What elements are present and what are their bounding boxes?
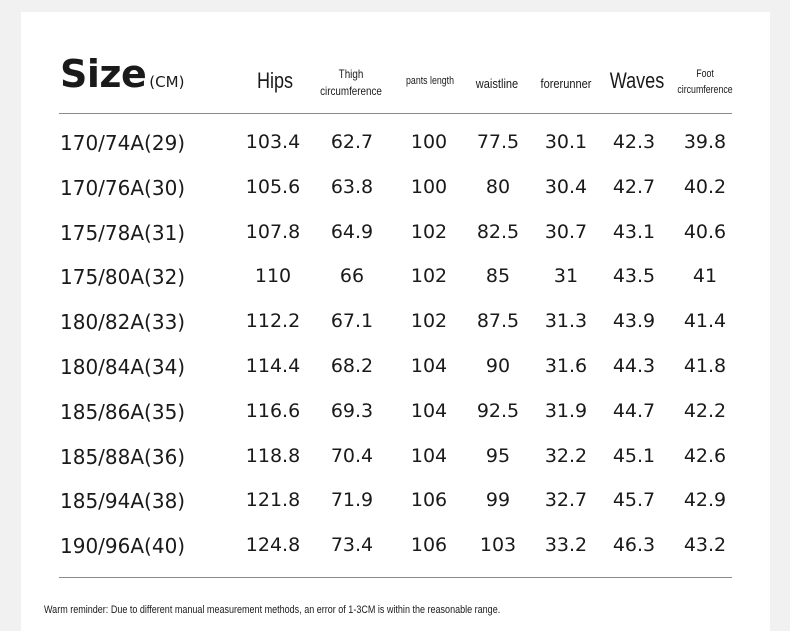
cell-size: 180/82A(33)	[60, 310, 186, 335]
table-row	[0, 310, 790, 340]
title-unit: (CM)	[149, 73, 185, 91]
cell-waistline: 92.5	[476, 399, 520, 422]
cell-thigh: 69.3	[330, 399, 374, 422]
footer-divider	[59, 577, 732, 578]
cell-forerunner: 31.3	[544, 310, 588, 333]
table-row	[0, 355, 790, 385]
cell-foot: 39.8	[683, 131, 727, 153]
cell-waves: 42.3	[612, 131, 656, 153]
cell-waistline: 99	[485, 489, 511, 512]
header-waves: Waves	[609, 68, 665, 93]
cell-waistline: 90	[485, 355, 511, 377]
cell-pants-length: 106	[410, 489, 448, 512]
cell-size: 175/80A(32)	[60, 265, 186, 290]
cell-waves: 45.7	[612, 489, 656, 512]
cell-thigh: 68.2	[330, 355, 374, 377]
table-row	[0, 176, 790, 206]
cell-thigh: 67.1	[330, 310, 374, 333]
cell-foot: 42.9	[683, 489, 727, 512]
cell-hips: 114.4	[245, 355, 301, 377]
warm-reminder-note: Warm reminder: Due to different manual measurement methods, an error of 1-3CM is within the reasonable range.	[44, 604, 501, 616]
cell-waistline: 82.5	[476, 220, 520, 243]
cell-forerunner: 32.2	[544, 444, 588, 467]
table-row	[0, 489, 790, 519]
cell-thigh: 73.4	[330, 534, 374, 557]
cell-size: 185/94A(38)	[60, 489, 186, 514]
cell-foot: 41.4	[683, 310, 727, 333]
cell-size: 185/88A(36)	[60, 444, 186, 469]
cell-thigh: 70.4	[330, 444, 374, 467]
cell-hips: 112.2	[245, 310, 301, 333]
header-divider	[59, 113, 732, 114]
cell-forerunner: 30.7	[544, 220, 588, 243]
cell-pants-length: 102	[410, 220, 448, 243]
cell-waistline: 77.5	[476, 131, 520, 153]
cell-size: 185/86A(35)	[60, 399, 186, 424]
cell-thigh: 63.8	[330, 175, 374, 198]
cell-foot: 42.6	[683, 444, 727, 467]
cell-size: 170/74A(29)	[60, 131, 186, 155]
cell-size: 170/76A(30)	[60, 175, 186, 200]
cell-waves: 46.3	[612, 534, 656, 557]
cell-pants-length: 100	[410, 131, 448, 153]
title-size: Size	[60, 52, 147, 96]
header-foot-line2: circumference	[677, 84, 733, 96]
cell-waistline: 95	[485, 444, 511, 467]
size-chart-title	[60, 52, 184, 96]
cell-forerunner: 31.6	[544, 355, 588, 377]
cell-thigh: 66	[339, 265, 365, 288]
cell-forerunner: 30.1	[544, 131, 588, 153]
table-row	[0, 265, 790, 295]
cell-pants-length: 106	[410, 534, 448, 557]
cell-forerunner: 30.4	[544, 175, 588, 198]
cell-forerunner: 32.7	[544, 489, 588, 512]
cell-pants-length: 102	[410, 265, 448, 288]
cell-hips: 116.6	[245, 399, 301, 422]
cell-hips: 110	[254, 265, 292, 288]
cell-forerunner: 31	[553, 265, 579, 288]
cell-waves: 43.5	[612, 265, 656, 288]
table-row	[0, 131, 790, 161]
cell-waistline: 80	[485, 175, 511, 198]
cell-waistline: 103	[479, 534, 517, 557]
cell-pants-length: 104	[410, 444, 448, 467]
table-row	[0, 400, 790, 430]
cell-foot: 40.2	[683, 175, 727, 198]
cell-hips: 103.4	[245, 131, 301, 153]
cell-hips: 124.8	[245, 534, 301, 557]
cell-pants-length: 102	[410, 310, 448, 333]
cell-foot: 40.6	[683, 220, 727, 243]
cell-pants-length: 104	[410, 355, 448, 377]
cell-waistline: 87.5	[476, 310, 520, 333]
cell-thigh: 64.9	[330, 220, 374, 243]
header-pants-length: pants length	[406, 75, 454, 87]
cell-waves: 43.9	[612, 310, 656, 333]
cell-waves: 42.7	[612, 175, 656, 198]
header-foot-line1: Foot	[696, 68, 714, 80]
cell-waves: 43.1	[612, 220, 656, 243]
cell-waves: 44.3	[612, 355, 656, 377]
cell-forerunner: 33.2	[544, 534, 588, 557]
cell-thigh: 71.9	[330, 489, 374, 512]
cell-forerunner: 31.9	[544, 399, 588, 422]
header-thigh-circumference	[320, 66, 382, 100]
cell-waves: 44.7	[612, 399, 656, 422]
cell-foot: 42.2	[683, 399, 727, 422]
cell-size: 190/96A(40)	[60, 534, 186, 559]
cell-size: 175/78A(31)	[60, 220, 186, 245]
cell-hips: 107.8	[245, 220, 301, 243]
table-row	[0, 221, 790, 251]
cell-foot: 41.8	[683, 355, 727, 377]
cell-waistline: 85	[485, 265, 511, 288]
header-thigh-line2: circumference	[320, 84, 382, 98]
header-thigh-line1: Thigh	[338, 67, 364, 81]
header-hips: Hips	[256, 68, 294, 93]
cell-foot: 43.2	[683, 534, 727, 557]
cell-size: 180/84A(34)	[60, 355, 186, 379]
cell-foot: 41	[692, 265, 718, 288]
cell-pants-length: 100	[410, 175, 448, 198]
cell-pants-length: 104	[410, 399, 448, 422]
table-row	[0, 534, 790, 564]
cell-thigh: 62.7	[330, 131, 374, 153]
header-forerunner: forerunner	[540, 76, 592, 91]
cell-hips: 105.6	[245, 175, 301, 198]
cell-hips: 118.8	[245, 444, 301, 467]
header-waistline: waistline	[475, 76, 519, 91]
cell-waves: 45.1	[612, 444, 656, 467]
header-foot-circumference	[677, 66, 732, 98]
table-row	[0, 445, 790, 475]
cell-hips: 121.8	[245, 489, 301, 512]
